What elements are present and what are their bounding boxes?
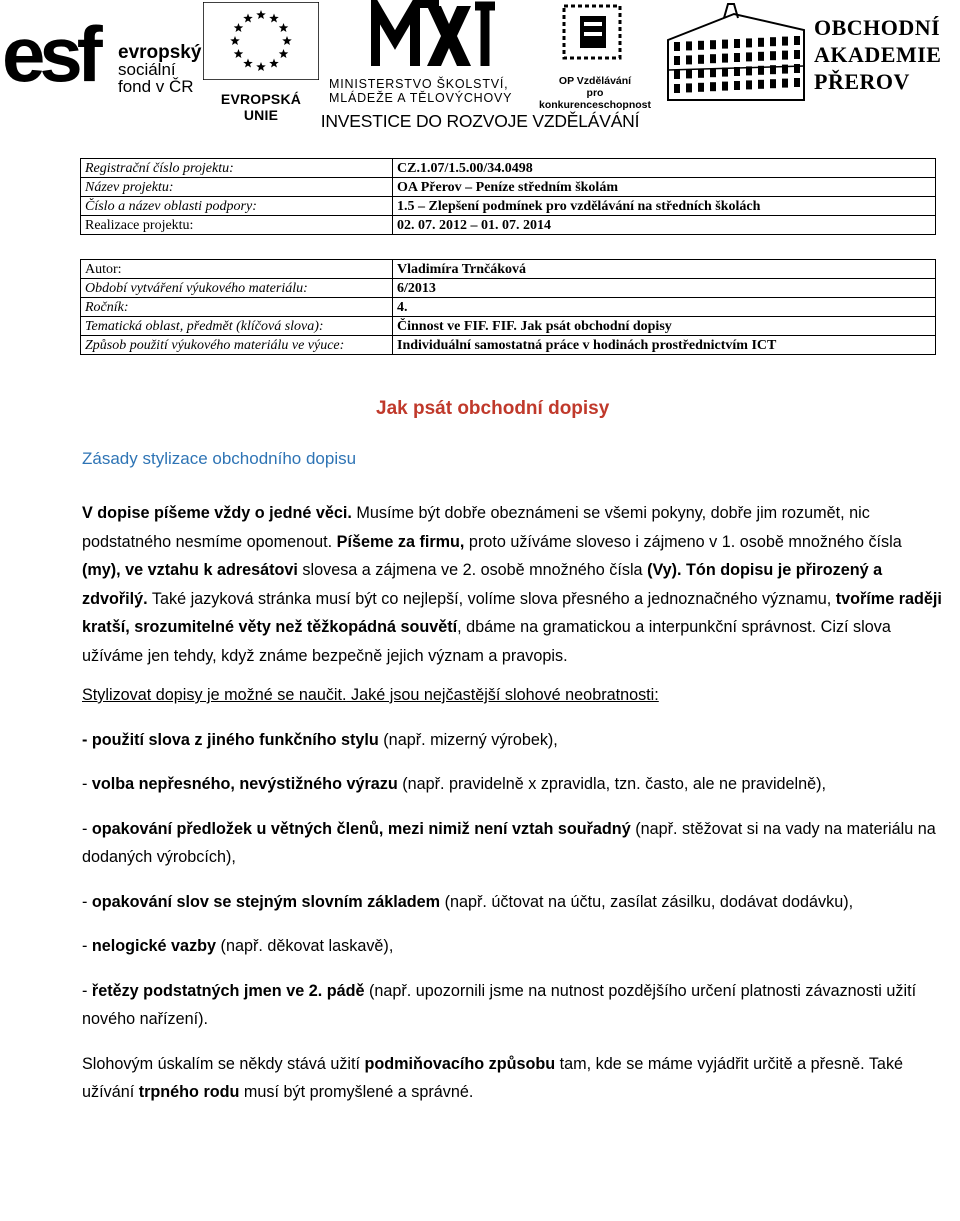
row-value: 4. [393, 298, 936, 317]
school-building-icon [664, 0, 810, 106]
table-row [81, 159, 936, 178]
window-icon [794, 64, 800, 73]
table-row [81, 197, 936, 216]
window-icon [794, 78, 800, 87]
table-row [81, 260, 936, 279]
window-icon [770, 51, 776, 60]
window-icon [686, 83, 692, 92]
window-icon [686, 41, 692, 50]
row-value: Činnost ve FIF. FIF. Jak psát obchodní dopisy [393, 317, 936, 336]
msmt-text: MINISTERSTVO ŠKOLSTVÍ, MLÁDEŽE A TĚLOVÝCHOVY [329, 77, 513, 105]
window-icon [794, 50, 800, 59]
row-value: CZ.1.07/1.5.00/34.0498 [393, 159, 936, 178]
list-item: - opakování slov se stejným slovním základem (např. účtovat na účtu, zasílat zásilku, dodávat dodávku), [82, 892, 854, 911]
list-item: - řetězy podstatných jmen ve 2. pádě (např. upozornili jsme na nutnost pozdějšího určení platnosti závaznosti užití nového nařízení). [82, 981, 917, 1028]
window-icon [722, 82, 728, 91]
row-value: 6/2013 [393, 279, 936, 298]
row-label: Realizace projektu: [81, 216, 393, 235]
row-label: Název projektu: [81, 178, 393, 197]
window-icon [710, 54, 716, 63]
eu-caption: EVROPSKÁ UNIE [220, 91, 302, 123]
section-heading: Zásady stylizace obchodního dopisu [82, 449, 357, 468]
window-icon [782, 51, 788, 60]
window-icon [674, 84, 680, 93]
window-icon [734, 81, 740, 90]
table-row [81, 298, 936, 317]
list-item: - opakování předložek u větných členů, mezi nimiž není vztah souřadný (např. stěžovat si na vady na materiálu na dodaných výrobcích), [82, 819, 936, 866]
list-item: - volba nepřesného, nevýstižného výrazu (např. pravidelně x zpravidla, tzn. často, ale ne pravidelně), [82, 775, 827, 793]
school-logo [664, 0, 960, 108]
window-icon [782, 37, 788, 46]
op-text: OP Vzdělávání pro konkurenceschopnost [538, 75, 652, 111]
window-icon [782, 79, 788, 88]
row-value: 02. 07. 2012 – 01. 07. 2014 [393, 216, 936, 235]
window-icon [698, 83, 704, 92]
window-icon [770, 37, 776, 46]
eu-flag-icon [203, 2, 319, 80]
table-row [81, 216, 936, 235]
row-label: Autor: [81, 260, 393, 279]
investice-banner: INVESTICE DO ROZVOJE VZDĚLÁVÁNÍ [320, 111, 640, 131]
msmt-emblem-icon [371, 0, 499, 70]
row-label: Období vytváření výukového materiálu: [81, 279, 393, 298]
op-emblem-icon [560, 2, 624, 62]
window-icon [698, 55, 704, 64]
esf-logo [0, 0, 200, 108]
op-logo [530, 2, 660, 111]
window-icon [710, 82, 716, 91]
window-icon [746, 38, 752, 47]
window-icon [710, 68, 716, 77]
school-name: OBCHODNÍ AKADEMIE PŘEROV [814, 15, 942, 94]
table-row [81, 178, 936, 197]
window-icon [734, 39, 740, 48]
window-icon [746, 52, 752, 61]
window-icon [722, 40, 728, 49]
project-info-table [80, 158, 936, 235]
row-value: Individuální samostatná práce v hodinách prostřednictvím ICT [393, 336, 936, 355]
window-icon [710, 40, 716, 49]
logo-band [0, 0, 960, 140]
window-icon [794, 36, 800, 45]
window-icon [746, 80, 752, 89]
window-icon [758, 38, 764, 47]
list-item: - použití slova z jiného funkčního stylu (např. mizerný výrobek), [82, 730, 558, 749]
row-label: Způsob použití výukového materiálu ve výuce: [81, 336, 393, 355]
row-value: 1.5 – Zlepšení podmínek pro vzdělávání na středních školách [393, 197, 936, 216]
window-icon [770, 79, 776, 88]
esf-mark: esf [2, 10, 97, 98]
row-label: Tematická oblast, předmět (klíčová slova): [81, 317, 393, 336]
paragraph-problems-intro: Stylizovat dopisy je možné se naučit. Jaké jsou nejčastější slohové neobratnosti: [82, 686, 659, 704]
msmt-logo [327, 0, 527, 110]
document-body [82, 499, 942, 1107]
row-label: Číslo a název oblasti podpory: [81, 197, 393, 216]
window-icon [686, 69, 692, 78]
table-row [81, 336, 936, 355]
window-icon [758, 52, 764, 61]
window-icon [674, 42, 680, 51]
esf-text: evropský sociální fond v ČR [118, 42, 202, 96]
material-info-table [80, 259, 936, 355]
window-icon [674, 56, 680, 65]
window-icon [698, 69, 704, 78]
document-title: Jak psát obchodní dopisy [376, 398, 610, 419]
paragraph-intro: V dopise píšeme vždy o jedné věci. Musíme být dobře obeznámeni se všemi pokyny, dobře jim rozumět, nic podstatného nesmíme opomenout. Píšeme za firmu, proto užíváme sloveso i zájmeno v 1. osobě množného čísla (my), ve vztahu k adresátovi slovesa a zájmena ve 2. osobě množného čísla (Vy). Tón dopisu je přirozený a zdvořilý. Také jazyková stránka musí být co nejlepší, volíme slova přesného a jednoznačného významu, tvoříme raději kratší, srozumitelné věty než těžkopádná souvětí, dbáme na gramatickou a interpunkční správnost. Cizí slova užíváme jen tehdy, když známe bezpečně jejich význam a pravopis. [82, 504, 942, 665]
eu-logo [203, 2, 319, 123]
list-item: - nelogické vazby (např. děkovat laskavě), [82, 937, 394, 955]
window-icon [758, 80, 764, 89]
window-icon [722, 54, 728, 63]
row-value: Vladimíra Trnčáková [393, 260, 936, 279]
window-icon [686, 55, 692, 64]
window-icon [698, 41, 704, 50]
row-label: Registrační číslo projektu: [81, 159, 393, 178]
table-row [81, 317, 936, 336]
window-icon [734, 53, 740, 62]
row-label: Ročník: [81, 298, 393, 317]
row-value: OA Přerov – Peníze středním školám [393, 178, 936, 197]
table-row [81, 279, 936, 298]
paragraph-conclusion: Slohovým úskalím se někdy stává užití podmiňovacího způsobu tam, kde se máme vyjádřit určitě a přesně. Také užívání trpného rodu musí být promyšlené a správné. [82, 1054, 904, 1101]
window-icon [674, 70, 680, 79]
